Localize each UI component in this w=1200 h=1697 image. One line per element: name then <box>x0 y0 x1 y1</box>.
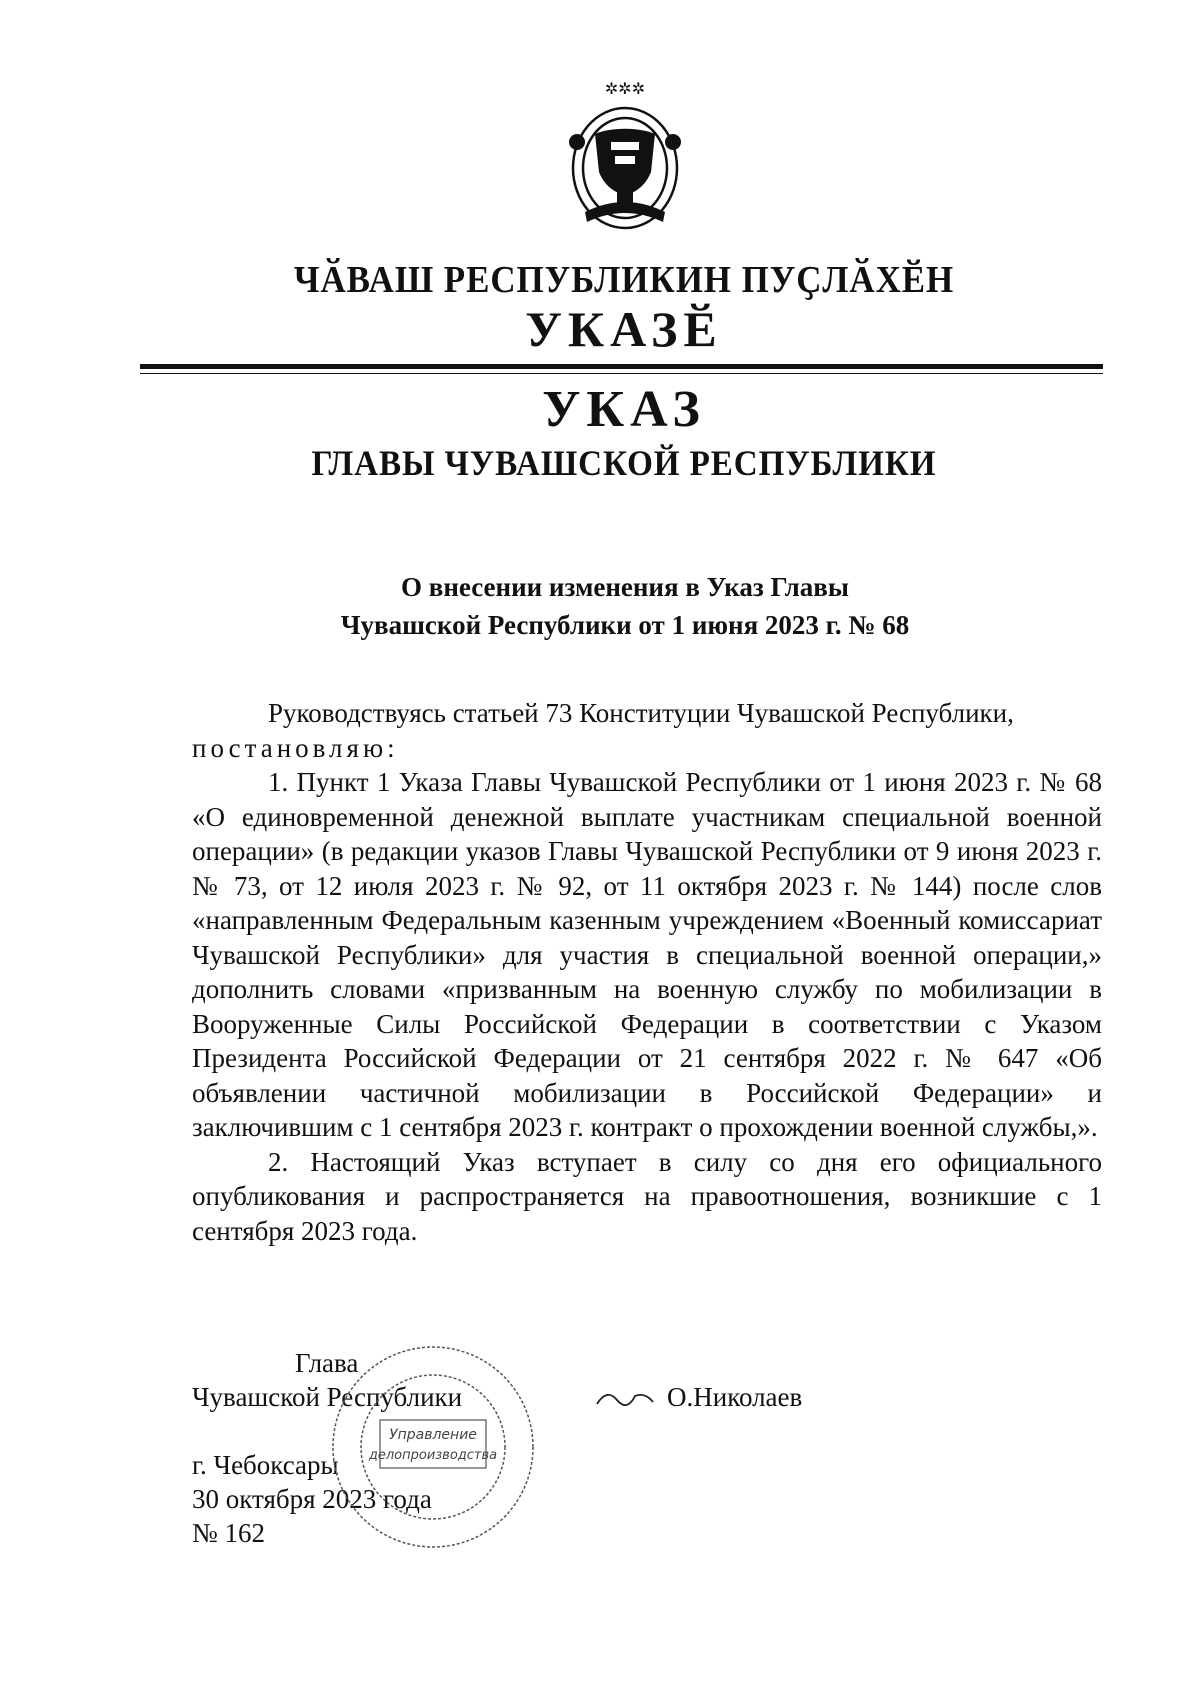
document-number: № 162 <box>192 1518 266 1548</box>
russian-document-type: УКАЗ <box>542 381 706 438</box>
russian-header-title: ГЛАВЫ ЧУВАШСКОЙ РЕСПУБЛИКИ <box>311 443 937 483</box>
chuvash-header-title: ЧӐВАШ РЕСПУБЛИКИН ПУҪЛӐХӖН <box>293 259 955 301</box>
signatory-name: О.Николаев <box>667 1382 803 1412</box>
signatory-title-line-2: Чувашской Республики <box>192 1382 463 1412</box>
chuvash-coat-of-arms-emblem <box>555 72 695 234</box>
subject-line-2: Чувашской Республики от 1 июня 2023 г. № 68 <box>340 610 910 640</box>
issue-date: 30 октября 2023 года <box>192 1484 432 1514</box>
item-2-paragraph: 2. Настоящий Указ вступает в силу со дня его официального опубликования и распространяется на правоотношения, возникшие с 1 сентября 2023 года. <box>192 1146 1102 1246</box>
svg-text:✲✲✲: ✲✲✲ <box>604 79 646 98</box>
issue-place: г. Чебоксары <box>192 1450 339 1480</box>
header-divider-thin <box>140 373 1103 374</box>
signatory-title-line-1: Глава <box>295 1348 359 1378</box>
intro-paragraph: Руководствуясь статьей 73 Конституции Чувашской Республики, <box>268 698 1014 728</box>
document-body <box>192 696 1102 1248</box>
header-divider-thick <box>140 364 1103 369</box>
official-round-stamp <box>328 1342 538 1552</box>
item-1-paragraph: 1. Пункт 1 Указа Главы Чувашской Республики от 1 июня 2023 г. № 68 «О единовременной денежной выплате участникам специальной военной операции» (в редакции указов Главы Чувашской Республики от 9 июня 2023 г. № 73, от 12 июля 2023 г. № 92, от 11 октября 2023 г. № 144) после слов «направленным Федеральным казенным учреждением «Военный комиссариат Чувашской Республики» для участия в специальной военной операции,» дополнить словами «призванным на военную службу по мобилизации в Вооруженные Силы Российской Федерации в соответствии с Указом Президента Российской Федерации от 21 сентября 2022 г. № 647 «Об объявлении частичной мобилизации в Российской Федерации» и заключившим с 1 сентября 2023 г. контракт о прохождении военной службы,». <box>192 767 1102 1142</box>
subject-line-1: О внесении изменения в Указ Главы <box>401 572 849 602</box>
chuvash-document-type: УКАЗӖ <box>525 301 723 357</box>
stamp-inner-line-2: делопроизводства <box>368 1448 498 1463</box>
handwritten-signature <box>595 1386 655 1410</box>
document-subject <box>200 568 1050 644</box>
stamp-inner-line-1: Управление <box>389 1427 477 1443</box>
resolve-word: постановляю: <box>192 732 399 763</box>
